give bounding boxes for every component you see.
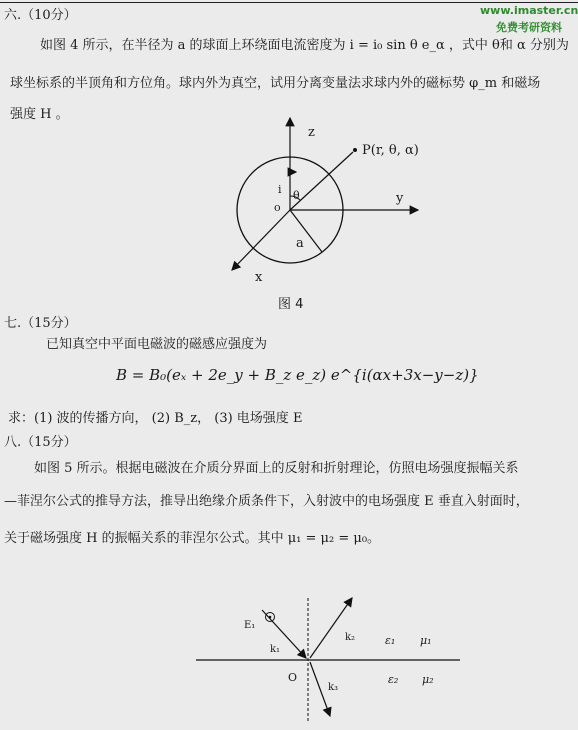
- fig4-y-label: y: [396, 191, 404, 206]
- watermark-site: www.imaster.cn: [480, 4, 578, 17]
- q6-text-line3: 强度 H 。: [10, 107, 69, 122]
- q7-heading: 七.（15分）: [4, 316, 77, 331]
- incident-ray: [262, 610, 306, 658]
- q7-equation: B = B₀(eₓ + 2e_y + B_z e_z) e^{i(αx+3x−y−z)}: [116, 366, 479, 384]
- point-p: [353, 148, 357, 152]
- q7-intro: 已知真空中平面电磁波的磁感应强度为: [46, 337, 268, 352]
- fig5-origin-label: O: [288, 671, 298, 684]
- q8-text-line1: 如图 5 所示。根据电磁波在介质分界面上的反射和折射理论，仿照电场强度振幅关系: [34, 461, 519, 476]
- fig5-k2-label: k₂: [345, 632, 356, 643]
- fig5-mu1-label: μ₁: [420, 634, 432, 647]
- fig5-k1-label: k₁: [270, 644, 281, 655]
- q7-asks: 求：(1) 波的传播方向， (2) B_z， (3) 电场强度 E: [8, 411, 303, 426]
- fig5-mu2-label: μ₂: [422, 673, 434, 686]
- radius-line: [290, 210, 322, 252]
- refracted-ray: [310, 662, 330, 716]
- fig4-origin-label: o: [274, 201, 281, 214]
- q8-text-line3: 关于磁场强度 H 的振幅关系的菲涅尔公式。其中 μ₁ = μ₂ = μ₀。: [4, 531, 381, 546]
- q8-text-line2: —菲涅尔公式的推导方法，推导出绝缘介质条件下，入射波中的电场强度 E 垂直入射面时，: [4, 494, 529, 509]
- watermark-subtitle: 免费考研资料: [496, 21, 562, 34]
- reflected-ray: [310, 598, 352, 658]
- fig4-radius-label: a: [296, 236, 304, 251]
- fig4-caption: 图 4: [278, 297, 304, 312]
- fig5-eps2-label: ε₂: [388, 673, 399, 686]
- fig5-e1-label: E₁: [244, 620, 256, 631]
- fig5-eps1-label: ε₁: [385, 634, 396, 647]
- x-axis: [232, 210, 290, 270]
- fig4-current-label: i: [278, 183, 282, 196]
- q6-heading: 六.（10分）: [4, 8, 77, 23]
- fig5-k3-label: k₃: [328, 682, 339, 693]
- fig4-z-label: z: [308, 125, 315, 140]
- fig4-x-label: x: [255, 270, 263, 285]
- q8-heading: 八.（15分）: [4, 435, 77, 450]
- q6-text-line1: 如图 4 所示，在半径为 a 的球面上环绕面电流密度为 i = i₀ sin θ e_α ，式中 θ和 α 分别为: [40, 38, 569, 53]
- fig4-theta-label: θ: [293, 189, 300, 202]
- q6-text-line2: 球坐标系的半顶角和方位角。球内外为真空，试用分离变量法求球内外的磁标势 φ_m 和磁场: [10, 76, 541, 91]
- fig4-point-label: P(r, θ, α): [362, 143, 419, 158]
